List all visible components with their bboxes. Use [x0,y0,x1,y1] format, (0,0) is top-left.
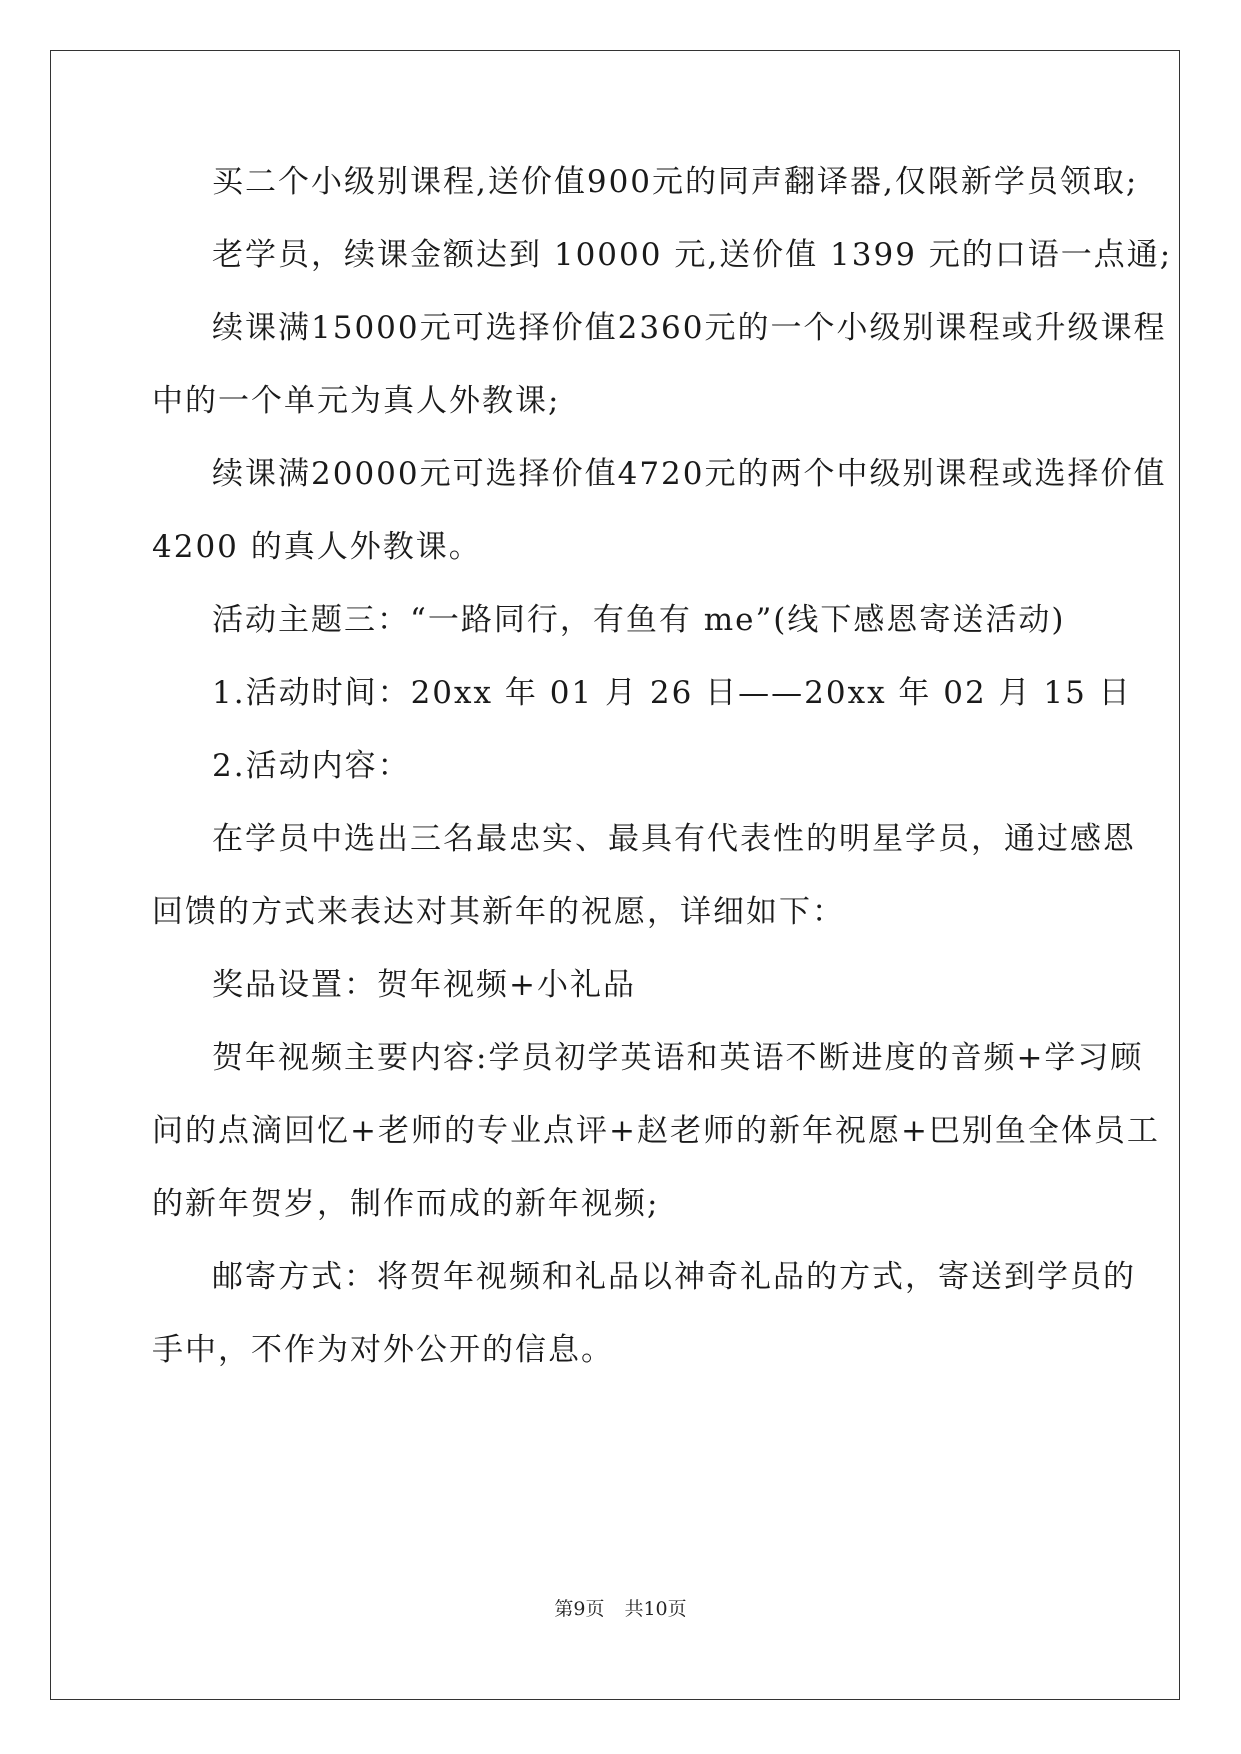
paragraph-line: 邮寄方式：将贺年视频和礼品以神奇礼品的方式，寄送到学员的 [212,1259,1136,1295]
total-pages-label: 共10页 [624,1598,687,1620]
paragraph-line: 的新年贺岁，制作而成的新年视频; [152,1186,660,1222]
activity-time: 1.活动时间：20xx 年 01 月 26 日——20xx 年 02 月 15 日 [212,675,1132,711]
paragraph-line: 在学员中选出三名最忠实、最具有代表性的明星学员，通过感恩 [212,821,1136,857]
paragraph-line: 问的点滴回忆+老师的专业点评+赵老师的新年祝愿+巴别鱼全体员工 [152,1113,1160,1149]
paragraph-line: 买二个小级别课程,送价值900元的同声翻译器,仅限新学员领取; [212,164,1139,200]
paragraph-line: 老学员，续课金额达到 10000 元,送价值 1399 元的口语一点通; [212,237,1173,273]
current-page-label: 第9页 [554,1598,605,1620]
paragraph-line: 奖品设置：贺年视频+小礼品 [212,967,636,1003]
paragraph-line: 回馈的方式来表达对其新年的祝愿，详细如下： [152,894,845,930]
paragraph-line: 4200 的真人外教课。 [152,529,482,565]
page-footer [0,1594,1241,1621]
page-border [50,50,1180,1700]
activity-content-heading: 2.活动内容： [212,748,411,784]
paragraph-line: 续课满20000元可选择价值4720元的两个中级别课程或选择价值 [212,456,1167,492]
paragraph-line: 贺年视频主要内容:学员初学英语和英语不断进度的音频+学习顾 [212,1040,1144,1076]
section-heading: 活动主题三：“一路同行，有鱼有 me”(线下感恩寄送活动) [212,602,1066,638]
paragraph-line: 续课满15000元可选择价值2360元的一个小级别课程或升级课程 [212,310,1167,346]
paragraph-line: 中的一个单元为真人外教课; [152,383,561,419]
paragraph-line: 手中，不作为对外公开的信息。 [152,1332,614,1368]
